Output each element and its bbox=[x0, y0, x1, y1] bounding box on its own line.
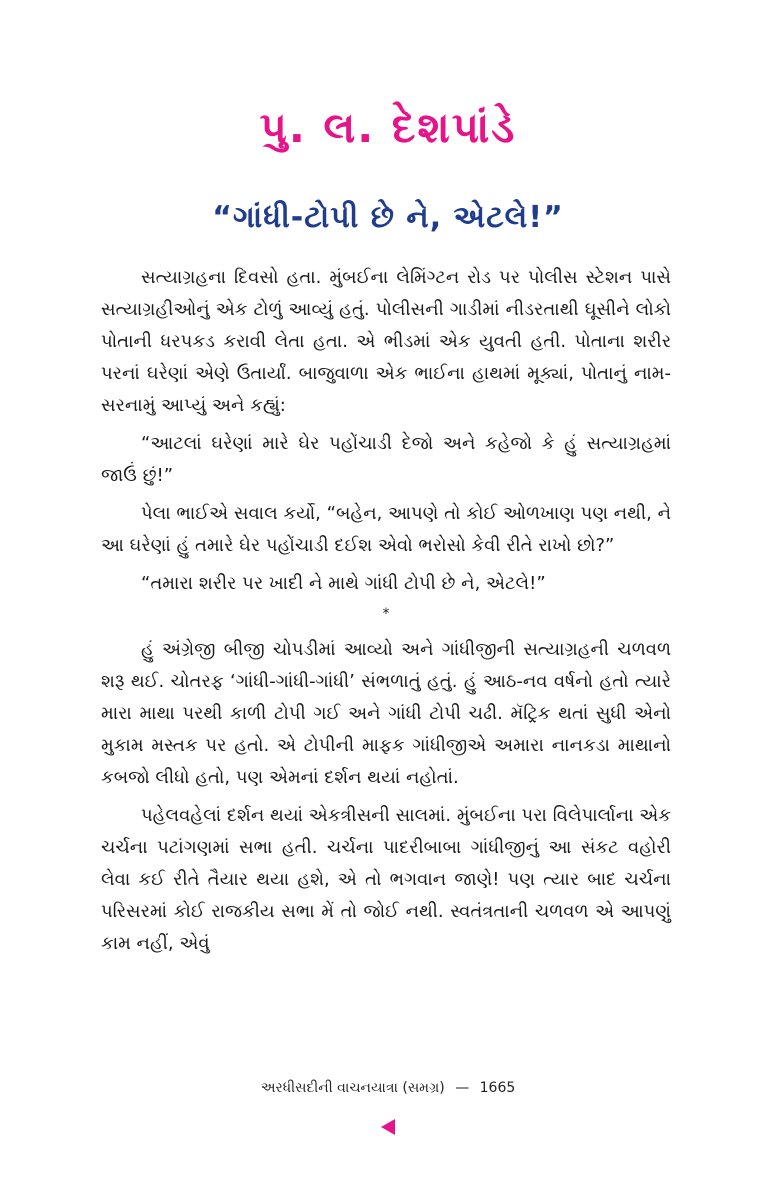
paragraph: “તમારા શરીર પર ખાદી ને માથે ગાંધી ટોપી છે ને, એટલે!” bbox=[141, 573, 546, 594]
paragraph: હું અંગ્રેજી બીજી ચોપડીમાં આવ્યો અને ગાંધીજીની સત્યાગ્રહની ચળવળ શરૂ થઈ. ચોતરફ ‘ગાંધી-ગાંધી-ગાંધી’ સંભળાતું હતું. હું આઠ-નવ વર્ષનો હતો ત્યારે મારા માથા પરથી કાળી ટોપી ગઈ અને ગાંધી ટોપી ચઢી. મૅટ્રિક થતાં સુધી એનો મુકામ મસ્તક પર હતો. એ ટોપીની માફક ગાંધીજીએ અમારા નાનકડા માથાનો કબજો લીધો હતો, પણ એમનાં દર્શન થયાં નહોતાં. bbox=[101, 639, 671, 788]
footer-book-title: અરધીસદીની વાચનયાત્રા (સમગ્ર) bbox=[260, 1080, 445, 1096]
paragraph: પેલા ભાઈએ સવાલ કર્યો, “બહેન, આપણે તો કોઈ ઓળખાણ પણ નથી, ને આ ઘરેણાં હું તમારે ઘેર પહોંચાડી દઈશ એવો ભરોસો કેવી રીતે રાખો છો?” bbox=[101, 503, 671, 556]
paragraph: પહેલવહેલાં દર્શન થયાં એકત્રીસની સાલમાં. મુંબઈના પરા વિલેપાર્લાના એક ચર્ચના પટાંગણમાં સભા હતી. ચર્ચના પાદરીબાબા ગાંધીજીનું આ સંકટ વહોરી લેવા કઈ રીતે તૈયાર થયા હશે, એ તો ભગવાન જાણે! પણ ત્યાર બાદ ચર્ચના પરિસરમાં કોઈ રાજકીય સભા મેં તો જોઈ નથી. સ્વતંત્રતાની ચળવળ એ આપણું કામ નહીં, એવું bbox=[101, 805, 671, 954]
paragraph: સત્યાગ્રહના દિવસો હતા. મુંબઈના લેમિંગ્ટન રોડ પર પોલીસ સ્ટેશન પાસે સત્યાગ્રહીઓનું એક ટોળું આવ્યું હતું. પોલીસની ગાડીમાં નીડરતાથી ઘૂસીને લોકો પોતાની ધરપકડ કરાવી લેતા હતા. એ ભીડમાં એક યુવતી હતી. પોતાના શરીર પરનાં ઘરેણાં એણે ઉતાર્યાં. બાજુવાળા એક ભાઈના હાથમાં મૂક્યાં, પોતાનું નામ-સરનામું આપ્યું અને કહ્યું: bbox=[101, 267, 671, 416]
page-number: 1665 bbox=[479, 1080, 516, 1096]
page-footer bbox=[0, 1078, 776, 1098]
section-separator: * bbox=[382, 606, 390, 622]
paragraph: “આટલાં ઘરેણાં મારે ઘેર પહોંચાડી દેજો અને કહેજો કે હું સત્યાગ્રહમાં જાઉં છું!” bbox=[101, 433, 671, 486]
author-heading: પુ. લ. દેશપાંડે bbox=[259, 103, 517, 152]
body-text bbox=[101, 262, 671, 966]
chapter-title: “ગાંધી-ટોપી છે ને, એટલે!” bbox=[212, 200, 564, 235]
footer-dash: — bbox=[455, 1080, 470, 1096]
left-triangle-icon[interactable] bbox=[381, 1119, 395, 1135]
